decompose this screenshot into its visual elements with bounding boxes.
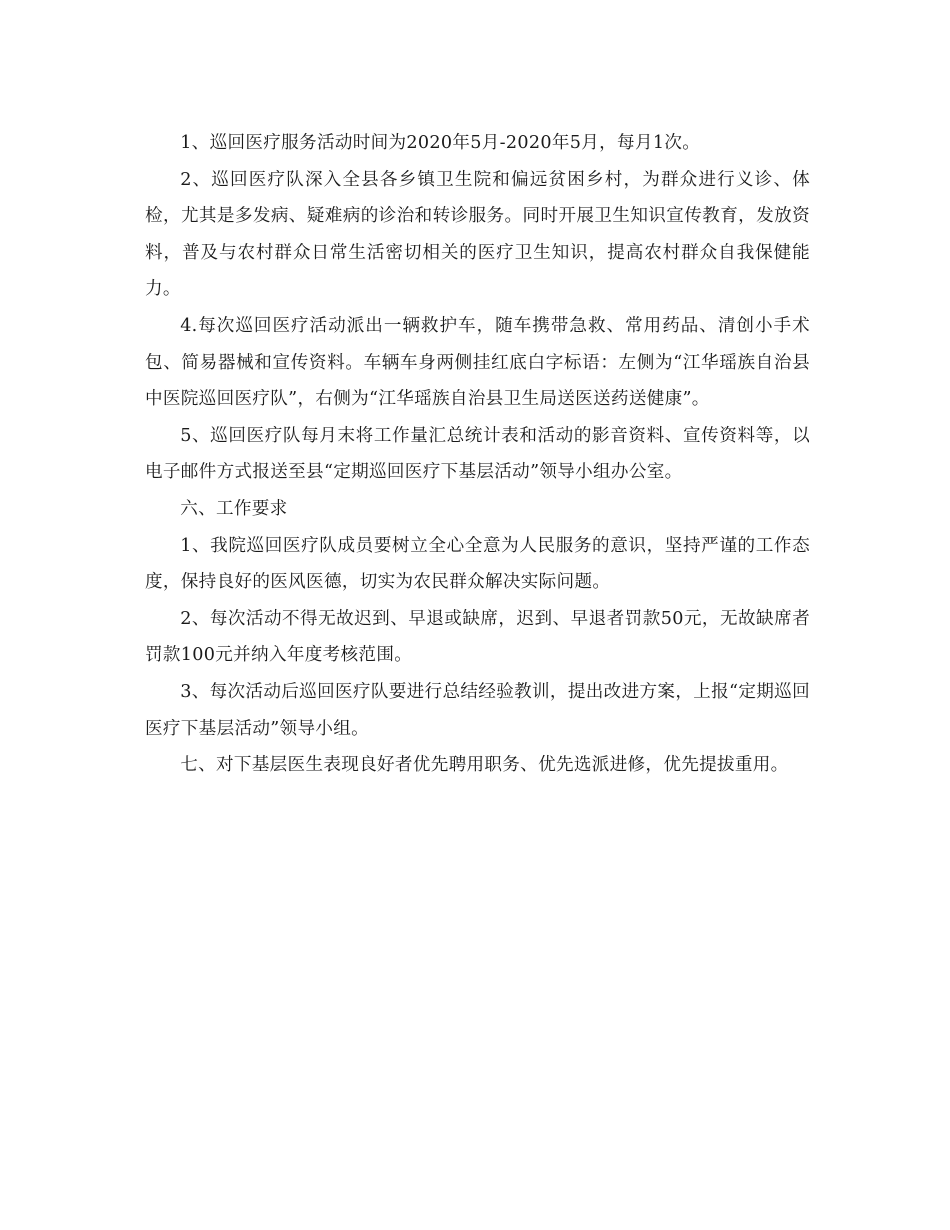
paragraph-attendance-penalty: 2、每次活动不得无故迟到、早退或缺席，迟到、早退者罚款50元，无故缺席者罚款100元并纳入年度考核范围。 (145, 608, 810, 666)
document-body (145, 125, 810, 784)
section-heading-work-requirements: 六、工作要求 (180, 498, 288, 519)
paragraph-service-attitude: 1、我院巡回医疗队成员要树立全心全意为人民服务的意识，坚持严谨的工作态度，保持良好的医风医德，切实为农民群众解决实际问题。 (145, 535, 810, 593)
paragraph-schedule: 1、巡回医疗服务活动时间为2020年5月-2020年5月，每月1次。 (180, 133, 701, 153)
paragraph-monthly-report: 5、巡回医疗队每月末将工作量汇总统计表和活动的影音资料、宣传资料等，以电子邮件方式报送至县“定期巡回医疗下基层活动”领导小组办公室。 (145, 425, 810, 483)
paragraph-outreach-services: 2、巡回医疗队深入全县各乡镇卫生院和偏远贫困乡村，为群众进行义诊、体检，尤其是多发病、疑难病的诊治和转诊服务。同时开展卫生知识宣传教育，发放资料，普及与农村群众日常生活密切相关的医疗卫生知识，提高农村群众自我保健能力。 (145, 169, 810, 300)
paragraph-incentives: 七、对下基层医生表现良好者优先聘用职务、优先选派进修，优先提拔重用。 (180, 755, 789, 776)
paragraph-summary-review: 3、每次活动后巡回医疗队要进行总结经验教训，提出改进方案，上报“定期巡回医疗下基层活动”领导小组。 (145, 681, 810, 739)
paragraph-ambulance: 4.每次巡回医疗活动派出一辆救护车，随车携带急救、常用药品、清创小手术包、简易器械和宣传资料。车辆车身两侧挂红底白字标语：左侧为“江华瑶族自治县中医院巡回医疗队”，右侧为“江华瑶族自治县卫生局送医送药送健康”。 (145, 315, 810, 410)
